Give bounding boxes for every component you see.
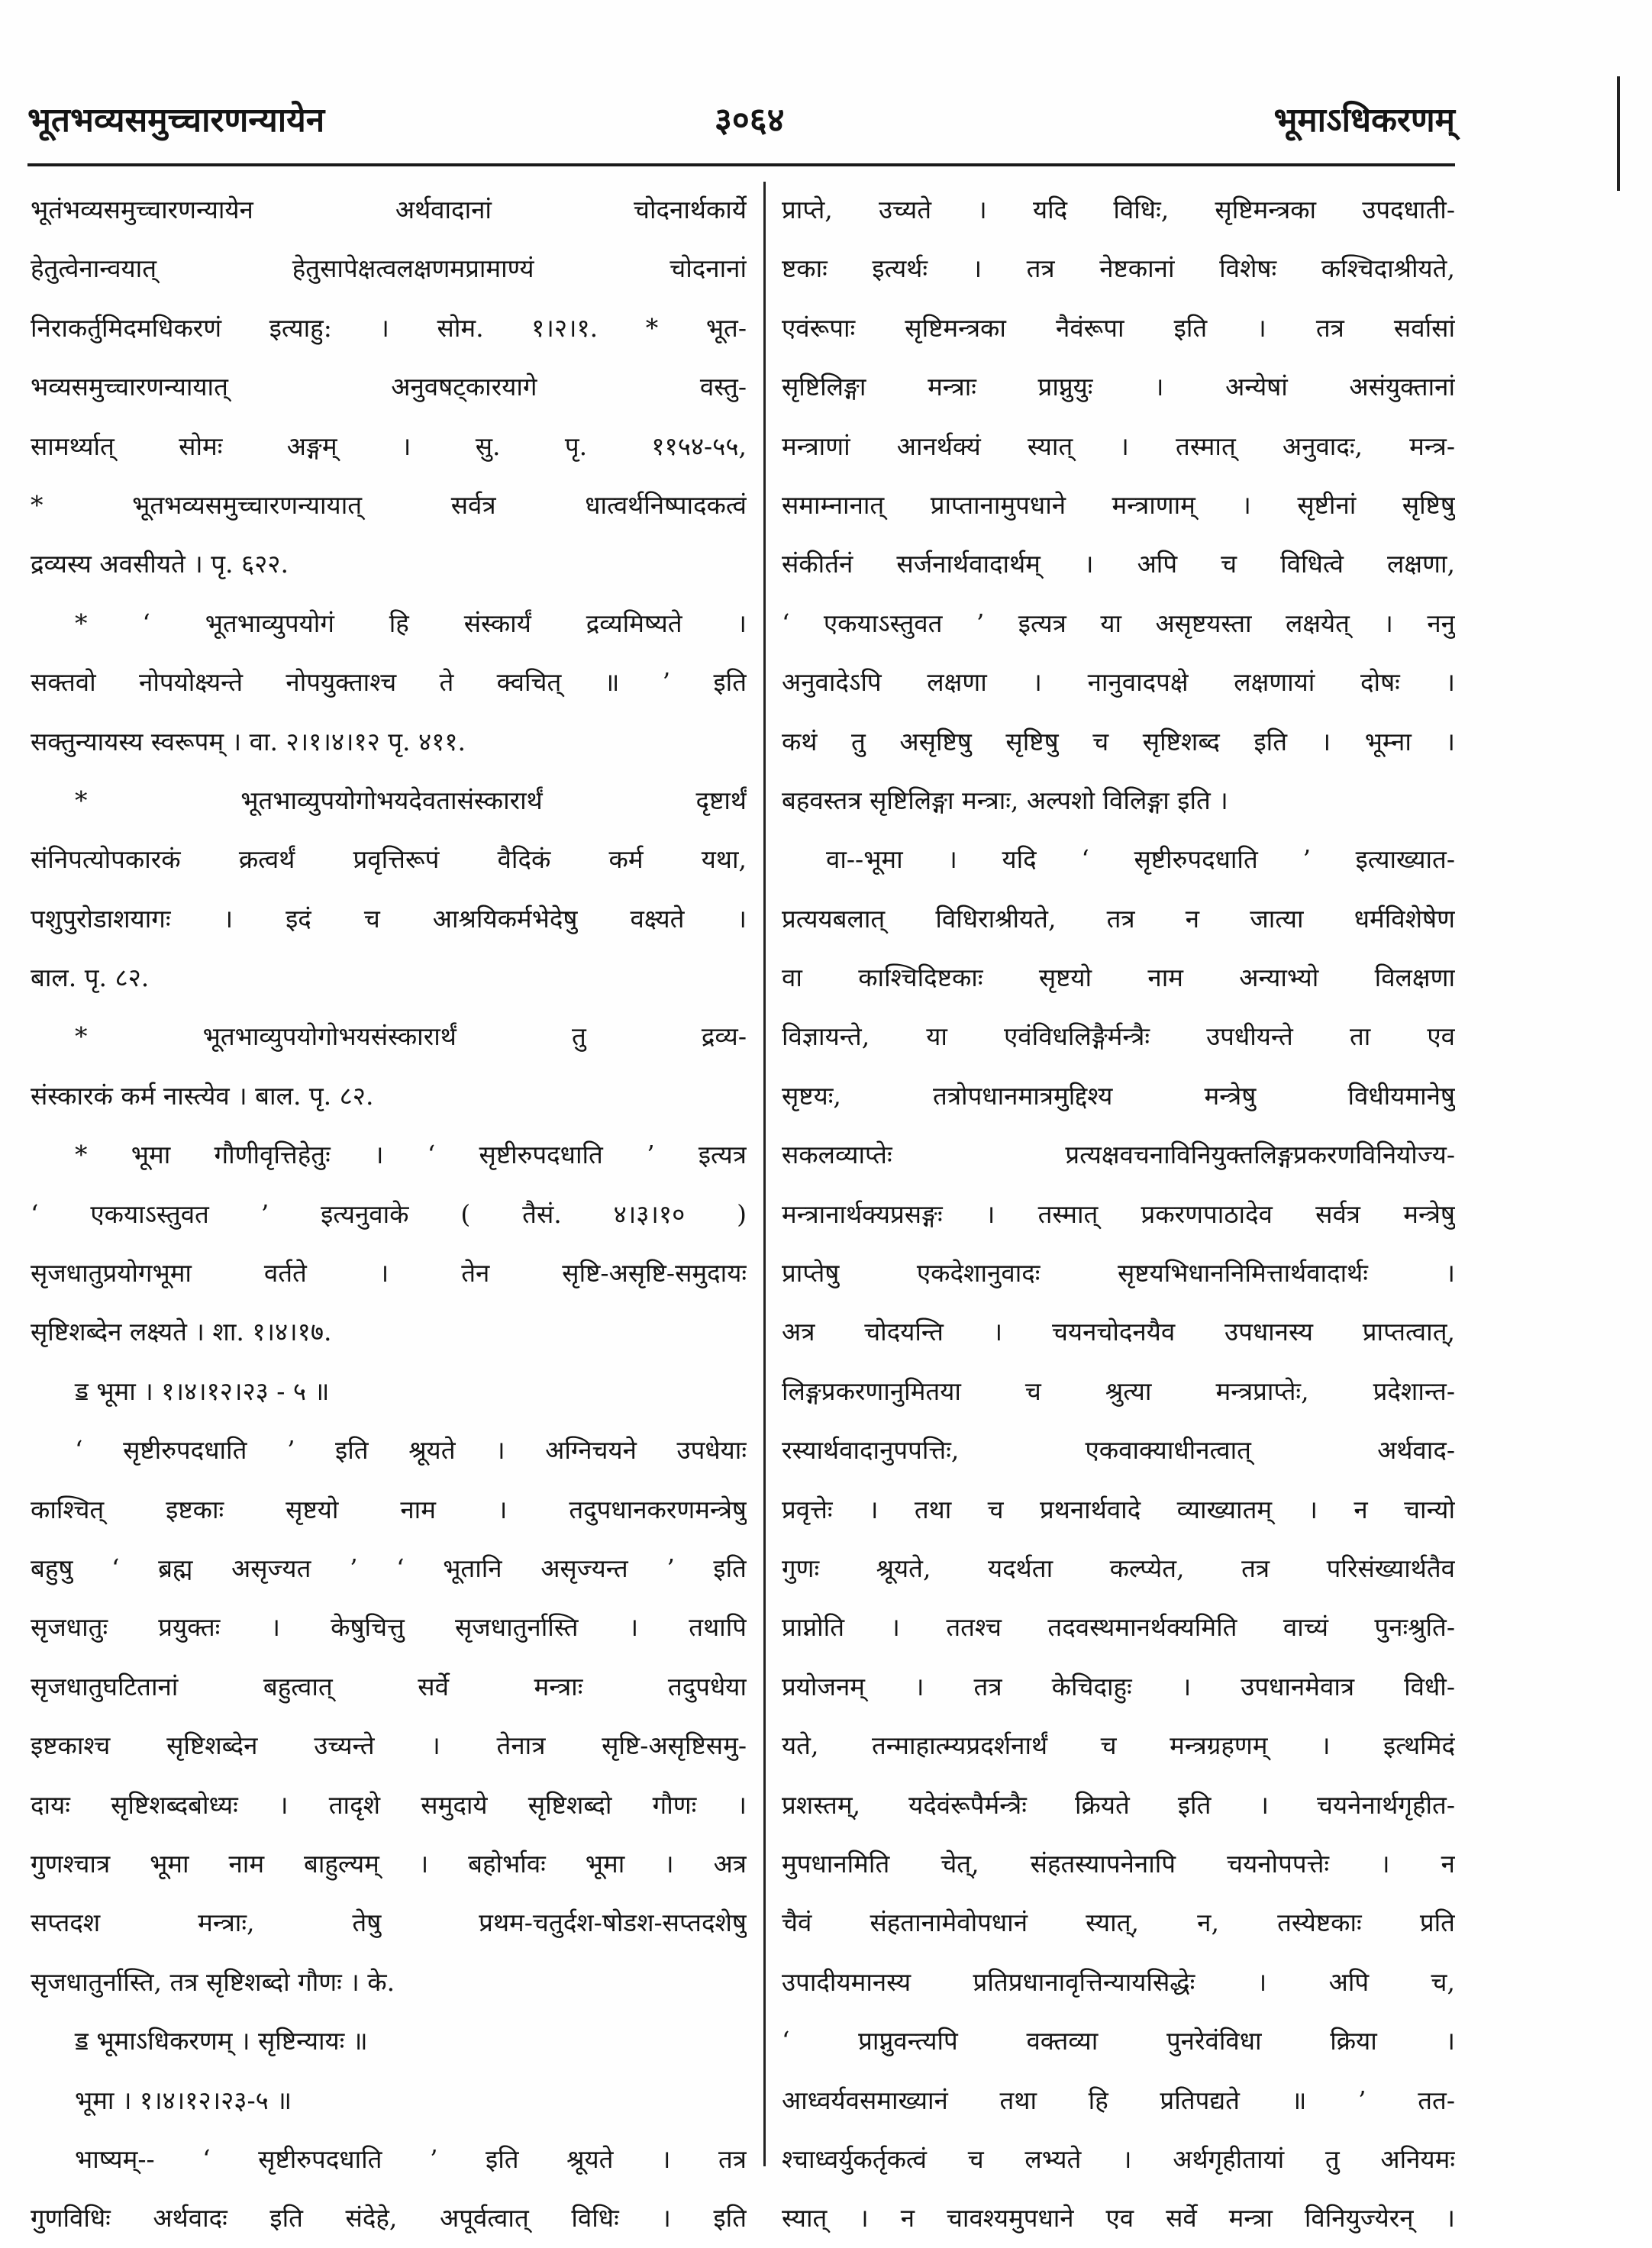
text-line: आध्वर्यवसमाख्यानं तथा हि प्रतिपद्यते ॥ ’ तत- — [782, 2085, 1455, 2115]
text-line: ष्टकाः इत्यर्थः । तत्र नेष्टकानां विशेषः कश्चिदाश्रीयते, — [782, 253, 1455, 284]
header-right-title: भूमाऽधिकरणम् — [1273, 101, 1455, 140]
text-line: प्रत्ययबलात् विधिराश्रीयते, तत्र न जात्या धर्मविशेषेण — [782, 903, 1455, 934]
left-column — [31, 180, 747, 2248]
text-line: सृजधातुप्रयोगभूमा वर्तते । तेन सृष्टि-असृष्टि-समुदायः — [31, 1258, 747, 1288]
text-line: सृष्टिलिङ्गा मन्त्राः प्राप्नुयुः । अन्येषां असंयुक्तानां — [782, 372, 1455, 402]
text-line: सृजधातुर्नास्ति, तत्र सृष्टिशब्दो गौणः । के. — [31, 1966, 395, 1997]
header-left-title: भूतभव्यसमुच्चारणन्यायेन — [27, 101, 325, 140]
text-line: रस्यार्थवादानुपपत्तिः, एकवाक्याधीनत्वात् अर्थवाद- — [782, 1435, 1455, 1466]
text-line: बाल. पृ. ८२. — [31, 963, 150, 993]
text-line: सामर्थ्यात् सोमः अङ्गम् । सु. पृ. ११५४-५५, — [31, 431, 747, 461]
text-line: ‘ एकयाऽस्तुवत ’ इत्यत्र या असृष्टयस्ता लक्षयेत् । ननु — [782, 608, 1455, 638]
text-line: भूमा । १।४।१२।२३-५ ॥ — [75, 2085, 292, 2115]
text-line: संस्कारकं कर्म नास्त्येव । बाल. पृ. ८२. — [31, 1080, 374, 1111]
text-line: प्रशस्तम्, यदेवंरूपैर्मन्त्रैः क्रियते इति । चयनेनार्थगृहीत- — [782, 1789, 1455, 1820]
text-line: प्राप्नोति । ततश्च तदवस्थमानर्थक्यमिति वाच्यं पुनःश्रुति- — [782, 1612, 1455, 1643]
text-line: सृजधातुः प्रयुक्तः । केषुचित्तु सृजधातुर्नास्ति । तथापि — [31, 1612, 747, 1643]
text-line: समाम्नानात् प्राप्तानामुपधाने मन्त्राणाम् । सृष्टीनां सृष्टिषु — [782, 489, 1455, 520]
text-line: सकलव्याप्तेः प्रत्यक्षवचनाविनियुक्तलिङ्गप्रकरणविनियोज्य- — [782, 1140, 1455, 1170]
text-line: निराकर्तुमिदमधिकरणं इत्याहु: । सोम. १।२।१. * भूत- — [31, 312, 747, 343]
text-line: * भूतभव्यसमुच्चारणन्यायात् सर्वत्र धात्वर्थनिष्पादकत्वं — [31, 489, 747, 520]
text-line: मुपधानमिति चेत्, संहतस्यापनेनापि चयनोपपत्तेः । न — [782, 1848, 1455, 1879]
text-line: सक्तवो नोपयोक्ष्यन्ते नोपयुक्ताश्च ते क्वचित् ॥ ’ इति — [31, 667, 747, 698]
text-line: * भूमा गौणीवृत्तिहेतुः । ‘ सृष्टीरुपदधाति ’ इत्यत्र — [75, 1140, 747, 1170]
text-line: * भूतभाव्युपयोगोभयदेवतासंस्कारार्थं दृष्टार्थं — [75, 785, 747, 815]
text-line: द्रव्यस्य अवसीयते । पृ. ६२२. — [31, 549, 289, 579]
text-line: हेतुत्वेनान्वयात् हेतुसापेक्षत्वलक्षणमप्रामाण्यं चोदनानां — [31, 253, 747, 284]
text-line: संनिपत्योपकारकं क्रत्वर्थं प्रवृत्तिरूपं वैदिकं कर्म यथा, — [31, 844, 747, 875]
text-line: एवंरूपाः सृष्टिमन्त्रका नैवंरूपा इति । तत्र सर्वासां — [782, 312, 1455, 343]
page-number: ३०६४ — [715, 101, 785, 140]
text-line: प्राप्ते, उच्यते । यदि विधिः, सृष्टिमन्त्रका उपदधाती- — [782, 195, 1455, 224]
text-line: * भूतभाव्युपयोगोभयसंस्कारार्थं तु द्रव्य- — [75, 1021, 747, 1052]
text-line: लिङ्गप्रकरणानुमितया च श्रुत्या मन्त्रप्राप्तेः, प्रदेशान्त- — [782, 1376, 1455, 1406]
text-line: कथं तु असृष्टिषु सृष्टिषु च सृष्टिशब्द इति । भूम्ना । — [782, 726, 1455, 756]
text-line: दायः सृष्टिशब्दबोध्यः । तादृशे समुदाये सृष्टिशब्दो गौणः । — [31, 1789, 747, 1820]
text-line: सृष्टयः, तत्रोपधानमात्रमुद्दिश्य मन्त्रेषु विधीयमानेषु — [782, 1080, 1455, 1111]
text-line: गुणः श्रूयते, यदर्थता कल्प्येत, तत्र परिसंख्यार्थतैव — [782, 1553, 1455, 1583]
header-rule — [27, 163, 1455, 166]
text-line: गुणविधिः अर्थवादः इति संदेहे, अपूर्वत्वात् विधिः । इति — [31, 2203, 747, 2233]
text-line: भव्यसमुच्चारणन्यायात् अनुवषट्कारयागे वस्तु- — [31, 372, 747, 402]
text-line: प्रयोजनम् । तत्र केचिदाहुः । उपधानमेवात्र विधी- — [782, 1671, 1455, 1701]
text-line: यते, तन्माहात्म्यप्रदर्शनार्थं च मन्त्रग्रहणम् । इत्थमिदं — [782, 1730, 1455, 1761]
text-line: स्यात् । न चावश्यमुपधाने एव सर्वे मन्त्रा विनियुज्येरन् । — [782, 2203, 1455, 2233]
text-line: संकीर्तनं सर्जनार्थवादार्थम् । अपि च विधित्वे लक्षणा, — [782, 549, 1455, 579]
text-line: भाष्यम्-- ‘ सृष्टीरुपदधाति ’ इति श्रूयते । तत्र — [75, 2143, 747, 2174]
text-line: बहुषु ‘ ब्रह्म असृज्यत ’ ‘ भूतानि असृज्यन्त ’ इति — [31, 1553, 747, 1583]
text-line: चैवं संहतानामेवोपधानं स्यात्, न, तस्येष्टकाः प्रति — [782, 1908, 1455, 1938]
text-line: काश्चित् इष्टकाः सृष्टयो नाम । तदुपधानकरणमन्त्रेषु — [31, 1494, 747, 1524]
running-head — [27, 90, 1455, 151]
text-line: मन्त्रानार्थक्यप्रसङ्गः । तस्मात् प्रकरणपाठादेव सर्वत्र मन्त्रेषु — [782, 1198, 1455, 1229]
text-line: प्राप्तेषु एकदेशानुवादः सृष्टयभिधाननिमित्तार्थवादार्थः । — [782, 1258, 1455, 1288]
right-column — [782, 180, 1455, 2248]
text-line: ‘ सृष्टीरुपदधाति ’ इति श्रूयते । अग्निचयने उपधेयाः — [75, 1435, 747, 1466]
text-line: मन्त्राणां आनर्थक्यं स्यात् । तस्मात् अनुवादः, मन्त्र- — [782, 431, 1455, 461]
text-line: * ‘ भूतभाव्युपयोगं हि संस्कार्यं द्रव्यमिष्यते । — [75, 608, 747, 638]
page-edge-mark — [1617, 76, 1620, 191]
text-line: श्चाध्वर्युकर्तृकत्वं च लभ्यते । अर्थगृहीतायां तु अनियमः — [782, 2143, 1455, 2174]
text-line: भूतंभव्यसमुच्चारणन्यायेन अर्थवादानां चोदनार्थकार्ये — [31, 195, 747, 224]
text-line: इष्टकाश्च सृष्टिशब्देन उच्यन्ते । तेनात्र सृष्टि-असृष्टिसमु- — [31, 1730, 747, 1761]
text-line: सृजधातुघटितानां बहुत्वात् सर्वे मन्त्राः तदुपधेया — [31, 1671, 747, 1701]
text-line: ‘ एकयाऽस्तुवत ’ इत्यनुवाके ( तैसं. ४।३।१० ) — [31, 1198, 747, 1229]
text-line: ॾ भूमा । १।४।१२।२३ - ५ ॥ — [75, 1376, 330, 1406]
text-line: पशुपुरोडाशयागः । इदं च आश्रयिकर्मभेदेषु वक्ष्यते । — [31, 903, 747, 934]
text-line: गुणश्चात्र भूमा नाम बाहुल्यम् । बहोर्भावः भूमा । अत्र — [31, 1848, 747, 1879]
text-line: ॾ भूमाऽधिकरणम् । सृष्टिन्यायः ॥ — [75, 2026, 368, 2056]
text-line: वा--भूमा । यदि ‘ सृष्टीरुपदधाति ’ इत्याख्यात- — [826, 844, 1455, 875]
text-line: प्रवृत्तेः । तथा च प्रथनार्थवादे व्याख्यातम् । न चान्यो — [782, 1494, 1455, 1524]
text-line: विज्ञायन्ते, या एवंविधलिङ्गैर्मन्त्रैः उपधीयन्ते ता एव — [782, 1021, 1455, 1052]
text-line: सक्तुन्यायस्य स्वरूपम् । वा. २।१।४।१२ पृ. ४११. — [31, 726, 466, 756]
text-line: वा काश्चिदिष्टकाः सृष्टयो नाम अन्याभ्यो विलक्षणा — [782, 963, 1455, 993]
text-line: अत्र चोदयन्ति । चयनचोदनयैव उपधानस्य प्राप्तत्वात्, — [782, 1317, 1455, 1347]
text-line: सृष्टिशब्देन लक्ष्यते । शा. १।४।१७. — [31, 1317, 332, 1347]
text-line: सप्तदश मन्त्राः, तेषु प्रथम-चतुर्दश-षोडश-सप्तदशेषु — [31, 1908, 747, 1938]
text-line: अनुवादेऽपि लक्षणा । नानुवादपक्षे लक्षणायां दोषः । — [782, 667, 1455, 698]
column-divider — [763, 182, 766, 2166]
text-line: उपादीयमानस्य प्रतिप्रधानावृत्तिन्यायसिद्धेः । अपि च, — [782, 1966, 1455, 1997]
text-line: ‘ प्राप्नुवन्त्यपि वक्तव्या पुनरेवंविधा क्रिया । — [782, 2026, 1455, 2056]
text-line: बहवस्तत्र सृष्टिलिङ्गा मन्त्राः, अल्पशो विलिङ्गा इति । — [782, 785, 1228, 815]
